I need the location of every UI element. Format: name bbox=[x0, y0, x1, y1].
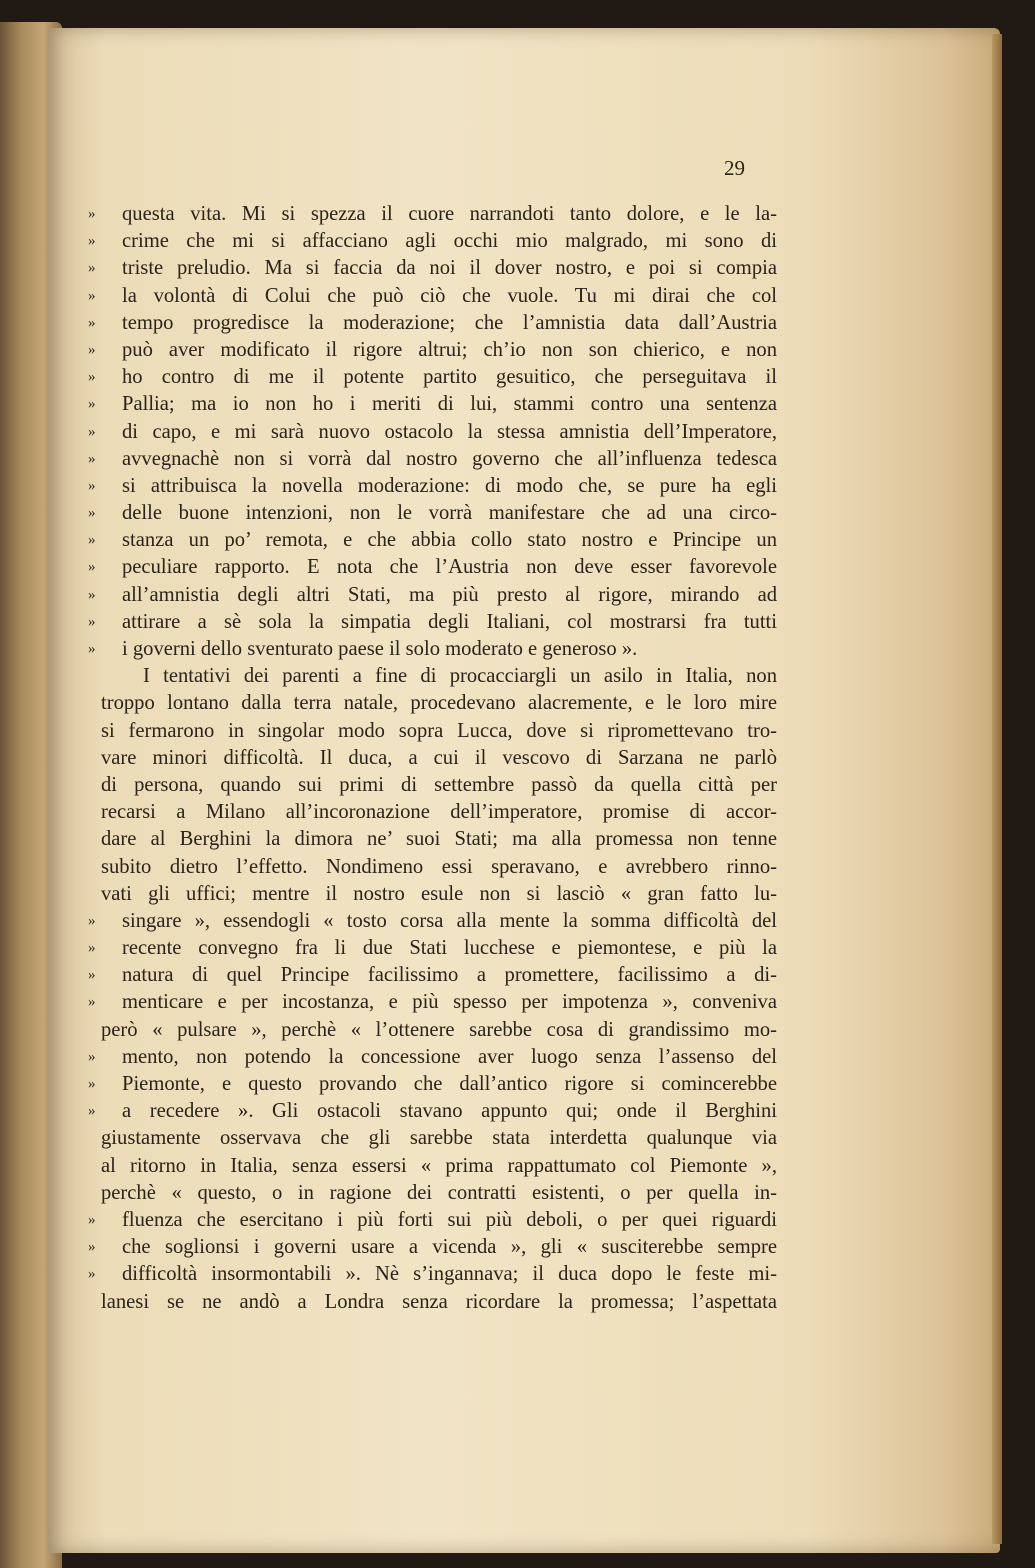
text-line bbox=[88, 255, 777, 282]
line-text: crime che mi si affacciano agli occhi mio malgrado, mi sono di bbox=[122, 230, 777, 253]
text-line bbox=[88, 391, 777, 418]
text-line bbox=[88, 962, 777, 989]
text-line bbox=[88, 201, 777, 228]
text-line bbox=[101, 1153, 777, 1180]
text-line bbox=[88, 364, 777, 391]
quotation-mark: » bbox=[88, 613, 96, 630]
line-text: all’amnistia degli altri Stati, ma più presto al rigore, mirando ad bbox=[122, 583, 777, 606]
line-text: subito dietro l’effetto. Nondimeno essi speravano, e avrebbero rinno- bbox=[101, 855, 777, 878]
line-text: al ritorno in Italia, senza essersi « prima rappattumato col Piemonte », bbox=[101, 1154, 777, 1177]
text-line bbox=[88, 935, 777, 962]
line-text: recente convegno fra li due Stati lucchese e piemontese, e più la bbox=[122, 937, 777, 960]
quotation-mark: » bbox=[88, 314, 96, 331]
text-line bbox=[88, 337, 777, 364]
text-line bbox=[101, 1180, 777, 1207]
quotation-mark: » bbox=[88, 1266, 96, 1283]
quotation-mark: » bbox=[88, 1103, 96, 1120]
quotation-mark: » bbox=[88, 641, 96, 657]
line-text: vati gli uffici; mentre il nostro esule non si lasciò « gran fatto lu- bbox=[101, 882, 777, 905]
line-text: giustamente osservava che gli sarebbe stata interdetta qualunque via bbox=[101, 1127, 777, 1150]
text-line bbox=[88, 1234, 777, 1261]
line-text: I tentativi dei parenti a fine di procacciargli un asilo in Italia, non bbox=[143, 665, 777, 688]
line-text: si attribuisca la novella moderazione: di modo che, se pure ha egli bbox=[122, 474, 777, 497]
quotation-mark: » bbox=[88, 341, 96, 358]
text-line bbox=[88, 527, 777, 554]
quotation-mark: » bbox=[88, 260, 96, 277]
line-text: Piemonte, e questo provando che dall’antico rigore si comincerebbe bbox=[122, 1073, 777, 1095]
text-line bbox=[88, 310, 777, 337]
quotation-mark: » bbox=[88, 1076, 96, 1092]
line-text: tempo progredisce la moderazione; che l’amnistia data dall’Austria bbox=[122, 311, 777, 334]
line-text: di capo, e mi sarà nuovo ostacolo la stessa amnistia dell’Imperatore, bbox=[122, 420, 777, 443]
text-line bbox=[88, 1261, 777, 1288]
line-text: avvegnachè non si vorrà dal nostro governo che all’influenza tedesca bbox=[122, 447, 777, 470]
line-text: Pallia; ma io non ho i meriti di lui, stammi contro una sentenza bbox=[122, 393, 777, 416]
text-line bbox=[88, 609, 777, 636]
line-text: perchè « questo, o in ragione dei contratti esistenti, o per quella in- bbox=[101, 1181, 777, 1204]
quotation-mark: » bbox=[88, 1239, 96, 1256]
text-line bbox=[88, 554, 777, 581]
line-text: singare », essendogli « tosto corsa alla mente la somma difficoltà del bbox=[122, 909, 777, 932]
line-text: natura di quel Principe facilissimo a promettere, facilissimo a di- bbox=[122, 964, 777, 987]
text-line bbox=[88, 473, 777, 500]
text-line bbox=[88, 1207, 777, 1234]
line-text: stanza un po’ remota, e che abbia collo stato nostro e Principe un bbox=[122, 529, 777, 552]
page-stack-edge bbox=[992, 34, 1002, 1544]
quotation-mark: » bbox=[88, 505, 96, 522]
quotation-mark: » bbox=[88, 423, 96, 440]
text-line bbox=[101, 1125, 777, 1152]
text-line bbox=[101, 663, 777, 690]
line-text: di persona, quando sui primi di settembre passò da quella città per bbox=[101, 773, 777, 796]
line-text: recarsi a Milano all’incoronazione dell’imperatore, promise di accor- bbox=[101, 801, 777, 824]
quotation-mark: » bbox=[88, 912, 96, 929]
quotation-mark: » bbox=[88, 233, 96, 250]
quotation-mark: » bbox=[88, 1048, 96, 1065]
line-text: dare al Berghini la dimora ne’ suoi Stati; ma alla promessa non tenne bbox=[101, 828, 777, 851]
quotation-mark: » bbox=[88, 940, 96, 957]
text-line bbox=[88, 283, 777, 310]
quotation-mark: » bbox=[88, 287, 96, 304]
line-text: la volontà di Colui che può ciò che vuole. Tu mi dirai che col bbox=[122, 284, 777, 307]
line-text: vare minori difficoltà. Il duca, a cui il vescovo di Sarzana ne parlò bbox=[101, 746, 777, 769]
quotation-mark: » bbox=[88, 586, 96, 603]
line-text: attirare a sè sola la simpatia degli Italiani, col mostrarsi fra tutti bbox=[122, 610, 777, 633]
text-line bbox=[88, 636, 777, 663]
line-text: però « pulsare », perchè « l’ottenere sarebbe cosa di grandissimo mo- bbox=[101, 1018, 777, 1041]
text-line bbox=[88, 1071, 777, 1098]
quotation-mark: » bbox=[88, 1211, 96, 1228]
quotation-mark: » bbox=[88, 477, 96, 494]
quotation-mark: » bbox=[88, 994, 96, 1011]
line-text: menticare e per incostanza, e più spesso per impotenza », conveniva bbox=[122, 991, 777, 1014]
line-text: a recedere ». Gli ostacoli stavano appunto qui; onde il Berghini bbox=[122, 1100, 777, 1123]
body-text bbox=[88, 201, 777, 1316]
text-line bbox=[88, 419, 777, 446]
quotation-mark: » bbox=[88, 532, 96, 549]
text-line bbox=[88, 1044, 777, 1071]
text-line bbox=[101, 690, 777, 717]
text-line bbox=[101, 799, 777, 826]
line-text: che soglionsi i governi usare a vicenda », gli « susciterebbe sempre bbox=[122, 1236, 777, 1259]
line-text: difficoltà insormontabili ». Nè s’ingannava; il duca dopo le feste mi- bbox=[122, 1263, 777, 1286]
text-line bbox=[101, 881, 777, 908]
text-line bbox=[101, 772, 777, 799]
line-text: troppo lontano dalla terra natale, procedevano alacremente, e le loro mire bbox=[101, 692, 777, 715]
line-text: ho contro di me il potente partito gesuitico, che perseguitava il bbox=[122, 366, 777, 389]
quotation-mark: » bbox=[88, 369, 96, 386]
quotation-mark: » bbox=[88, 396, 96, 413]
text-line bbox=[101, 1289, 777, 1316]
text-line bbox=[101, 826, 777, 853]
line-text: questa vita. Mi si spezza il cuore narrandoti tanto dolore, e le la- bbox=[122, 203, 777, 225]
quotation-mark: » bbox=[88, 967, 96, 984]
text-line bbox=[88, 1098, 777, 1125]
text-line bbox=[88, 989, 777, 1016]
text-line bbox=[88, 582, 777, 609]
page-number: 29 bbox=[724, 156, 745, 180]
line-text: lanesi se ne andò a Londra senza ricordare la promessa; l’aspettata bbox=[101, 1290, 777, 1313]
line-text: i governi dello sventurato paese il solo moderato e generoso ». bbox=[122, 638, 638, 660]
text-line bbox=[101, 718, 777, 745]
quotation-mark: » bbox=[88, 206, 96, 222]
text-line bbox=[88, 446, 777, 473]
line-text: triste preludio. Ma si faccia da noi il dover nostro, e poi si compia bbox=[122, 257, 777, 280]
line-text: peculiare rapporto. E nota che l’Austria non deve esser favorevole bbox=[122, 556, 777, 579]
line-text: delle buone intenzioni, non le vorrà manifestare che ad una circo- bbox=[122, 502, 777, 525]
text-line bbox=[101, 745, 777, 772]
line-text: fluenza che esercitano i più forti sui più deboli, o per quei riguardi bbox=[122, 1208, 777, 1231]
line-text: mento, non potendo la concessione aver luogo senza l’assenso del bbox=[122, 1045, 777, 1068]
text-line bbox=[101, 1017, 777, 1044]
text-line bbox=[88, 908, 777, 935]
quotation-mark: » bbox=[88, 450, 96, 467]
text-line bbox=[88, 500, 777, 527]
text-line bbox=[88, 228, 777, 255]
quotation-mark: » bbox=[88, 559, 96, 576]
line-text: si fermarono in singolar modo sopra Lucca, dove si ripromettevano tro- bbox=[101, 719, 777, 742]
text-line bbox=[101, 854, 777, 881]
line-text: può aver modificato il rigore altrui; ch’io non son chierico, e non bbox=[122, 338, 777, 361]
